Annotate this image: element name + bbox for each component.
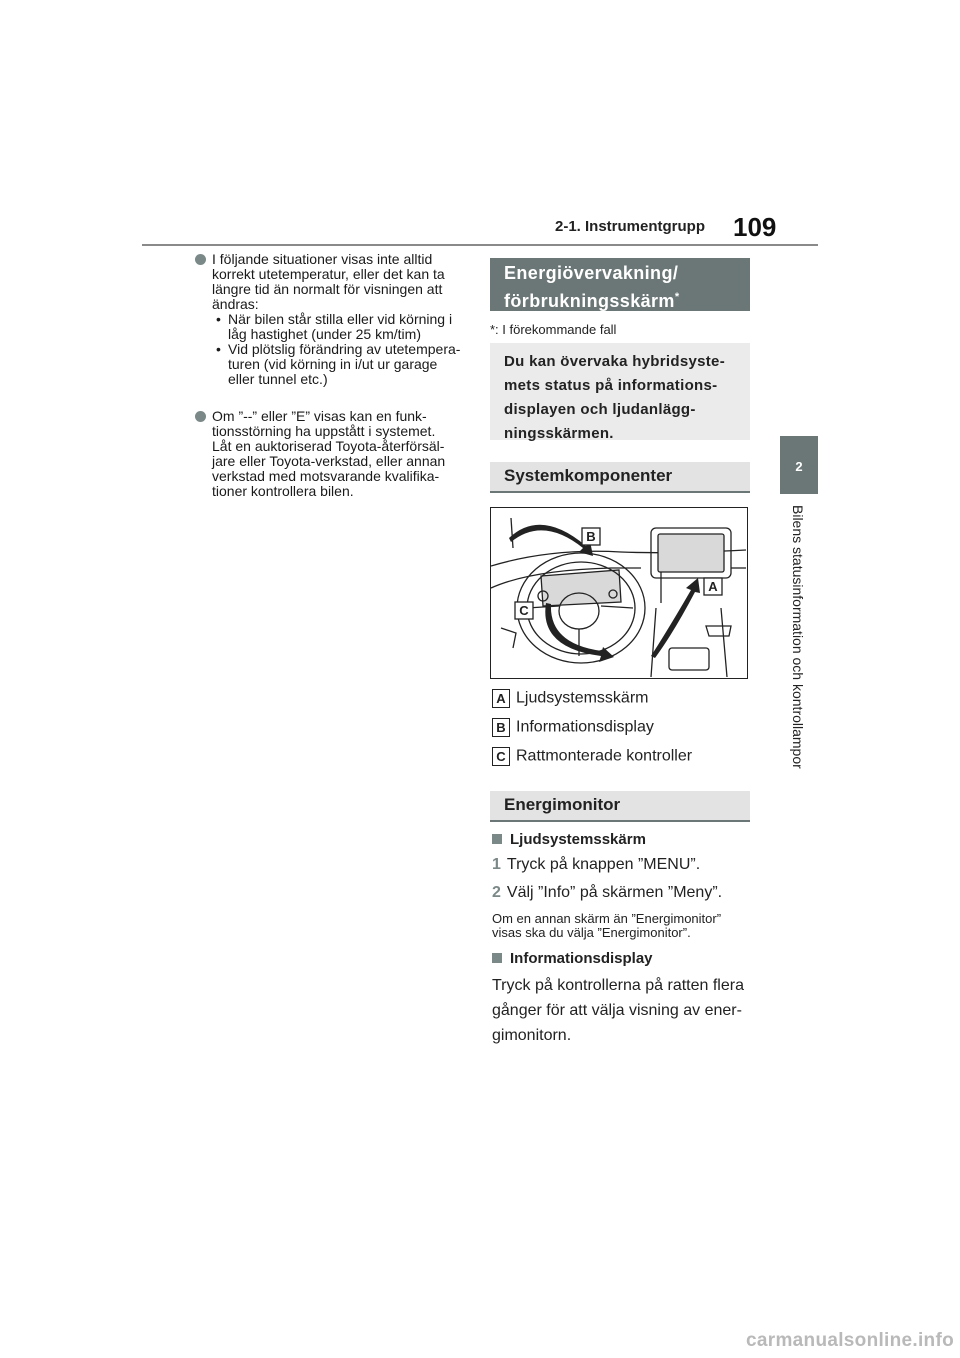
diagram-label-a [704, 578, 722, 595]
audio-screen-display [658, 534, 724, 572]
subheading-audio: Ljudsystemsskärm [492, 831, 646, 848]
info-display [541, 570, 621, 606]
subheading-info: Informationsdisplay [492, 950, 653, 967]
console-part [669, 648, 709, 670]
legend-item-c: C Rattmonterade kontroller [492, 747, 692, 766]
chapter-title [790, 505, 810, 805]
sub-item: • Vid plötslig förändring av utetempera- [216, 341, 461, 357]
arrow-a [651, 578, 700, 658]
banner-line: förbrukningsskärm* [504, 291, 680, 311]
note-line: I följande situationer visas inte alltid [212, 251, 433, 267]
note-line: Om ”--” eller ”E” visas kan en funk- [212, 408, 427, 424]
bullet-icon [195, 254, 206, 265]
info-paragraph: Tryck på kontrollerna på ratten flera gånger för att välja visning av ener- gimonitorn. [492, 977, 744, 1044]
svg-text:B: B [586, 529, 596, 544]
note-line: längre tid än normalt för visningen att [212, 281, 443, 297]
banner-line: Energiövervakning/ [504, 263, 679, 283]
heading-energimonitor: Energimonitor [490, 791, 750, 822]
pillar-line [511, 518, 513, 548]
note-line: verkstad med motsvarande kvalifika- [212, 468, 440, 484]
note-line: korrekt utetemperatur, eller det kan ta [212, 266, 445, 282]
note-line: jare eller Toyota-verkstad, eller annan [212, 453, 446, 469]
step-1: 1 Tryck på knappen ”MENU”. [492, 856, 701, 873]
note-line: Låt en auktoriserad Toyota-återförsäl- [212, 438, 445, 454]
intro-line: mets status på informations- [504, 377, 718, 394]
note-malfunction [212, 409, 470, 499]
svg-text:C: C [519, 603, 529, 618]
legend-item-b: B Informationsdisplay [492, 718, 654, 737]
header-divider [142, 244, 818, 246]
intro-line: Du kan övervaka hybridsyste- [504, 353, 725, 370]
console-part [706, 626, 731, 636]
small-note: Om en annan skärm än ”Energimonitor” visas ska du välja ”Energimonitor”. [492, 911, 722, 940]
note-line: eller tunnel etc.) [228, 371, 328, 387]
legend-item-a: A Ljudsystemsskärm [492, 689, 648, 708]
seat-line [501, 628, 516, 648]
watermark: carmanualsonline.info [746, 1330, 954, 1351]
intro-line: ningsskärmen. [504, 425, 614, 442]
square-bullet-icon [492, 953, 502, 963]
note-line: ändras: [212, 296, 259, 312]
section-title: 2-1. Instrumentgrupp [555, 218, 706, 235]
square-bullet-icon [492, 834, 502, 844]
note-line: låg hastighet (under 25 km/tim) [228, 326, 421, 342]
cockpit-diagram [490, 507, 748, 679]
chapter-title-text: Bilens statusinformation och kontrollampor [790, 505, 806, 769]
footnote: *: I förekommande fall [490, 322, 617, 337]
heading-systemkomponenter: Systemkomponenter [490, 462, 750, 493]
cockpit-illustration [491, 508, 746, 677]
svg-text:A: A [708, 579, 718, 594]
note-line: tionsstörning ha uppstått i systemet. [212, 423, 436, 439]
note-line: turen (vid körning in i/ut ur garage [228, 356, 438, 372]
intro-line: displayen och ljudanlägg- [504, 401, 696, 418]
note-line: tioner kontrollera bilen. [212, 483, 354, 499]
diagram-label-b [582, 528, 600, 545]
intro-box [490, 343, 750, 440]
note-temperature [212, 252, 470, 387]
arrow-b [509, 525, 596, 556]
page-number: 109 [733, 212, 777, 242]
sub-item: • När bilen står stilla eller vid körning i [216, 311, 453, 327]
chapter-number: 2 [795, 459, 803, 474]
diagram-label-c [515, 602, 533, 619]
bullet-icon [195, 411, 206, 422]
step-2: 2 Välj ”Info” på skärmen ”Meny”. [492, 884, 723, 901]
section-banner-energy [490, 258, 750, 311]
